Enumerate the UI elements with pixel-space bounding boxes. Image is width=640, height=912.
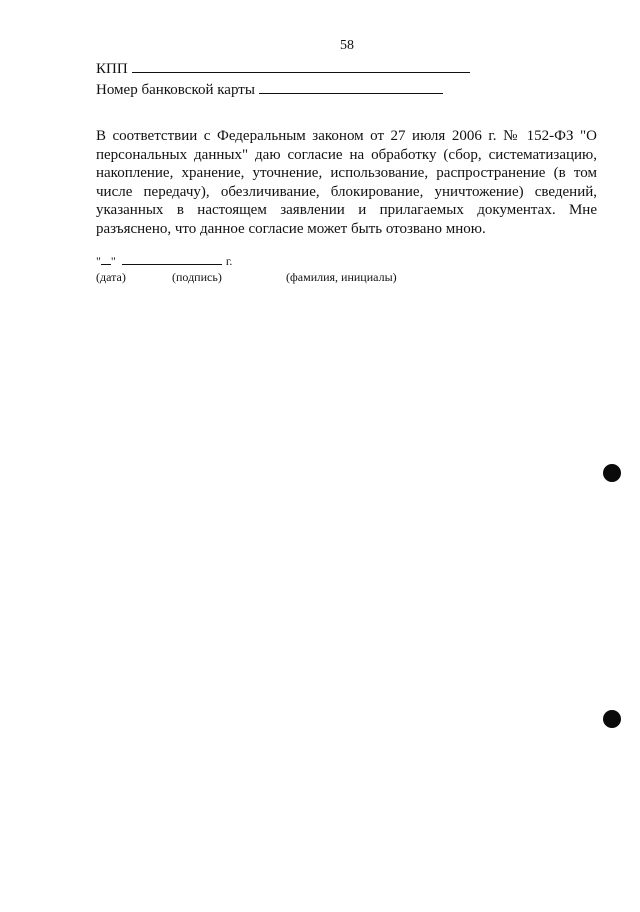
bank-card-field — [96, 81, 443, 99]
signature-caption: (подпись) — [172, 270, 222, 284]
punch-hole-mark — [603, 464, 621, 482]
kpp-blank-line — [132, 60, 470, 73]
kpp-field — [96, 60, 470, 78]
bank-card-label: Номер банковской карты — [96, 82, 255, 98]
consent-paragraph: В соответствии с Федеральным законом от 27 июля 2006 г. № 152-ФЗ "О персональных данных" даю согласие на обработку (сбор, систематизацию, накопление, хранение, уточнение, использование, распространение (в том числе передачу), обезличивание, блокирование, уничтожение) сведений, указанных в настоящем заявлении и прилагаемых документах. Мне разъяснено, что данное согласие может быть отозвано мною. — [96, 128, 597, 237]
date-close-quote: " — [110, 254, 116, 268]
day-blank-line — [101, 255, 111, 265]
name-caption: (фамилия, инициалы) — [286, 270, 397, 284]
month-blank-line — [122, 255, 222, 265]
kpp-label: КПП — [96, 61, 128, 77]
year-suffix: г. — [225, 254, 233, 268]
page-number: 58 — [340, 38, 354, 53]
punch-hole-mark — [603, 710, 621, 728]
date-caption: (дата) — [96, 270, 126, 284]
date-open-quote: " — [96, 254, 101, 268]
bank-card-blank-line — [259, 81, 443, 94]
signature-date-line — [96, 254, 232, 269]
